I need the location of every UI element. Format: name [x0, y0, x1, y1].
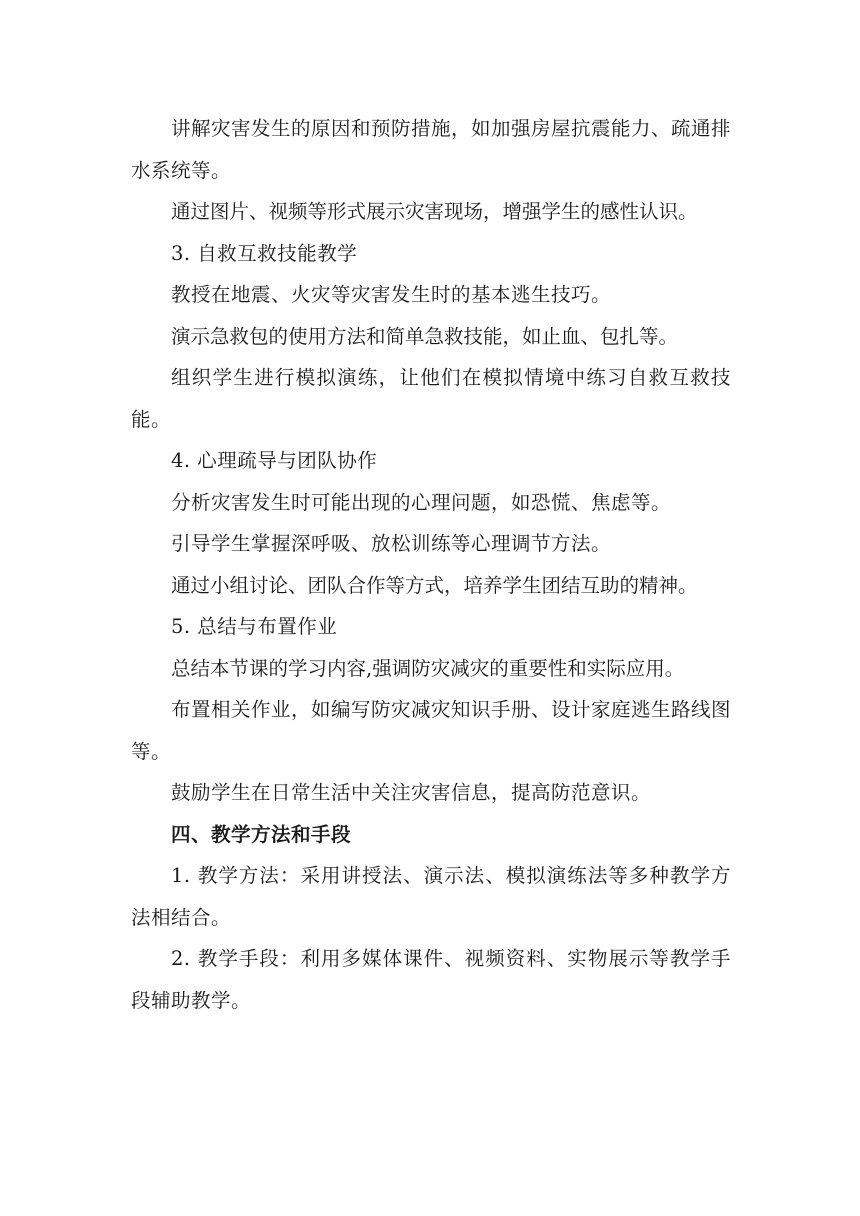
paragraph-awareness: 鼓励学生在日常生活中关注灾害信息，提高防范意识。 — [171, 781, 652, 804]
paragraph-teamwork: 通过小组讨论、团队合作等方式，培养学生团结互助的精神。 — [171, 573, 698, 597]
section-heading-methods: 四、教学方法和手段 — [171, 822, 352, 846]
paragraph-homework: 布置相关作业，如编写防灾减灾知识手册、设计家庭逃生路线图等。 — [131, 698, 732, 763]
paragraph-teaching-means: 2. 教学手段：利用多媒体课件、视频资料、实物展示等教学手段辅助教学。 — [131, 947, 731, 1012]
section-heading-self-rescue: 3. 自救互救技能教学 — [171, 241, 358, 265]
paragraph-disaster-causes: 讲解灾害发生的原因和预防措施，如加强房屋抗震能力、疏通排水系统等。 — [131, 117, 732, 182]
paragraph-teaching-methods: 1. 教学方法：采用讲授法、演示法、模拟演练法等多种教学方法相结合。 — [131, 864, 731, 929]
document-page — [131, 108, 731, 1021]
paragraph-psych-problems: 分析灾害发生时可能出现的心理问题，如恐慌、焦虑等。 — [171, 490, 672, 514]
paragraph-first-aid: 演示急救包的使用方法和简单急救技能，如止血、包扎等。 — [171, 324, 679, 348]
section-heading-psychology: 4. 心理疏导与团队协作 — [171, 449, 378, 472]
section-heading-summary: 5. 总结与布置作业 — [171, 615, 338, 638]
paragraph-disaster-scenes: 通过图片、视频等形式展示灾害现场，增强学生的感性认识。 — [171, 200, 698, 223]
paragraph-summary: 总结本节课的学习内容,强调防灾减灾的重要性和实际应用。 — [171, 656, 685, 680]
paragraph-psych-methods: 引导学生掌握深呼吸、放松训练等心理调节方法。 — [171, 532, 612, 555]
paragraph-drill: 组织学生进行模拟演练，让他们在模拟情境中练习自救互救技能。 — [131, 366, 731, 431]
paragraph-escape-skills: 教授在地震、火灾等灾害发生时的基本逃生技巧。 — [171, 283, 612, 306]
